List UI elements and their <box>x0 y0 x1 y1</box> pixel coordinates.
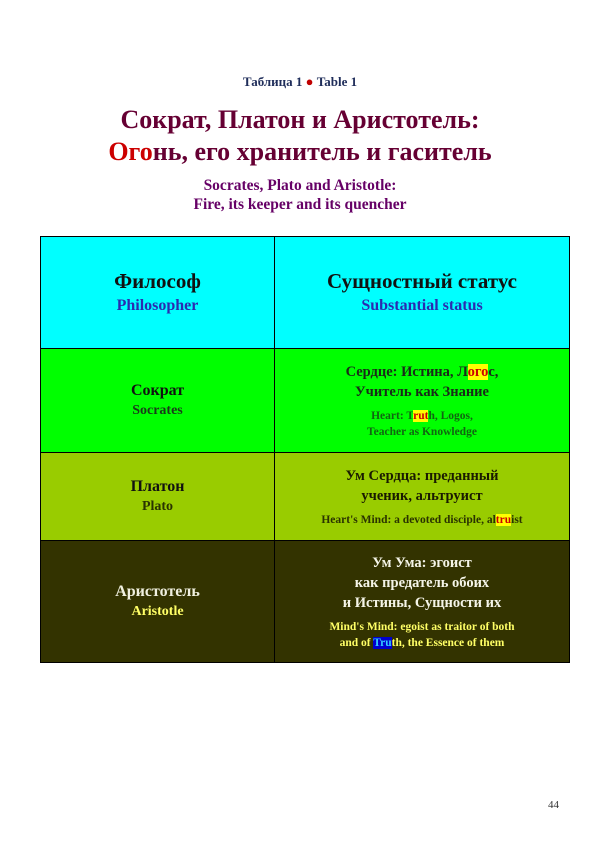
philosopher-cell <box>41 349 275 453</box>
text: с, <box>488 363 499 380</box>
highlight: tru <box>495 513 512 526</box>
status-en <box>281 619 563 651</box>
table-row <box>41 349 570 453</box>
status-ru <box>281 362 563 402</box>
status-cell <box>275 453 570 541</box>
text: Mind's Mind: egoist as traitor of both <box>329 620 515 633</box>
status-ru <box>281 553 563 613</box>
highlight: ого <box>467 363 489 380</box>
header-ru: Сущностный статус <box>326 269 517 293</box>
text: th, the Essence of them <box>391 636 505 649</box>
text: и Истины, Сущности их <box>342 594 502 611</box>
name-ru: Сократ <box>130 381 185 399</box>
caption-ru: Таблица 1 <box>242 74 303 89</box>
text: h, Logos, <box>428 409 473 422</box>
philosophers-table <box>40 236 570 663</box>
name-en: Aristotle <box>131 603 184 619</box>
text: Heart: T <box>371 409 414 422</box>
header-en: Substantial status <box>361 297 483 314</box>
bullet-icon: ● <box>305 74 314 89</box>
status-cell <box>275 541 570 663</box>
text: Ум Ума: эгоист <box>372 554 472 571</box>
highlight: Tru <box>373 636 392 649</box>
highlight: rut <box>413 409 429 422</box>
name-en: Plato <box>141 498 174 514</box>
caption-en: Table 1 <box>316 74 358 89</box>
text: ученик, альтруист <box>361 487 483 504</box>
text: and of <box>339 636 374 649</box>
header-status <box>275 237 570 349</box>
title-fire-highlight: Ого <box>108 137 153 166</box>
header-philosopher <box>41 237 275 349</box>
table-caption <box>0 74 600 90</box>
name-ru: Аристотель <box>115 582 200 600</box>
text: Teacher as Knowledge <box>367 425 477 438</box>
name-ru: Платон <box>130 477 185 495</box>
title-line2 <box>0 136 600 168</box>
status-en <box>281 512 563 528</box>
status-cell <box>275 349 570 453</box>
subtitle-line2: Fire, its keeper and its quencher <box>193 196 407 213</box>
page-number: 44 <box>548 799 559 811</box>
text: Учитель как Знание <box>355 383 489 400</box>
status-ru <box>281 466 563 506</box>
header-en: Philosopher <box>116 297 199 314</box>
philosopher-cell <box>41 541 275 663</box>
title-line2-rest: нь, его хранитель и гаситель <box>152 137 492 166</box>
subtitle-en <box>0 176 600 214</box>
text: ist <box>511 513 523 526</box>
header-ru: Философ <box>114 269 201 293</box>
subtitle-line1: Socrates, Plato and Aristotle: <box>203 177 397 194</box>
table-row <box>41 453 570 541</box>
title-line1: Сократ, Платон и Аристотель: <box>120 105 480 134</box>
philosopher-cell <box>41 453 275 541</box>
title-ru <box>0 104 600 168</box>
text: Сердце: Истина, Л <box>345 363 468 380</box>
table-row <box>41 541 570 663</box>
text: Heart's Mind: a devoted disciple, al <box>321 513 496 526</box>
status-en <box>281 408 563 440</box>
text: как предатель обоих <box>354 574 490 591</box>
name-en: Socrates <box>132 402 183 418</box>
table-header-row <box>41 237 570 349</box>
text: Ум Сердца: преданный <box>345 467 499 484</box>
